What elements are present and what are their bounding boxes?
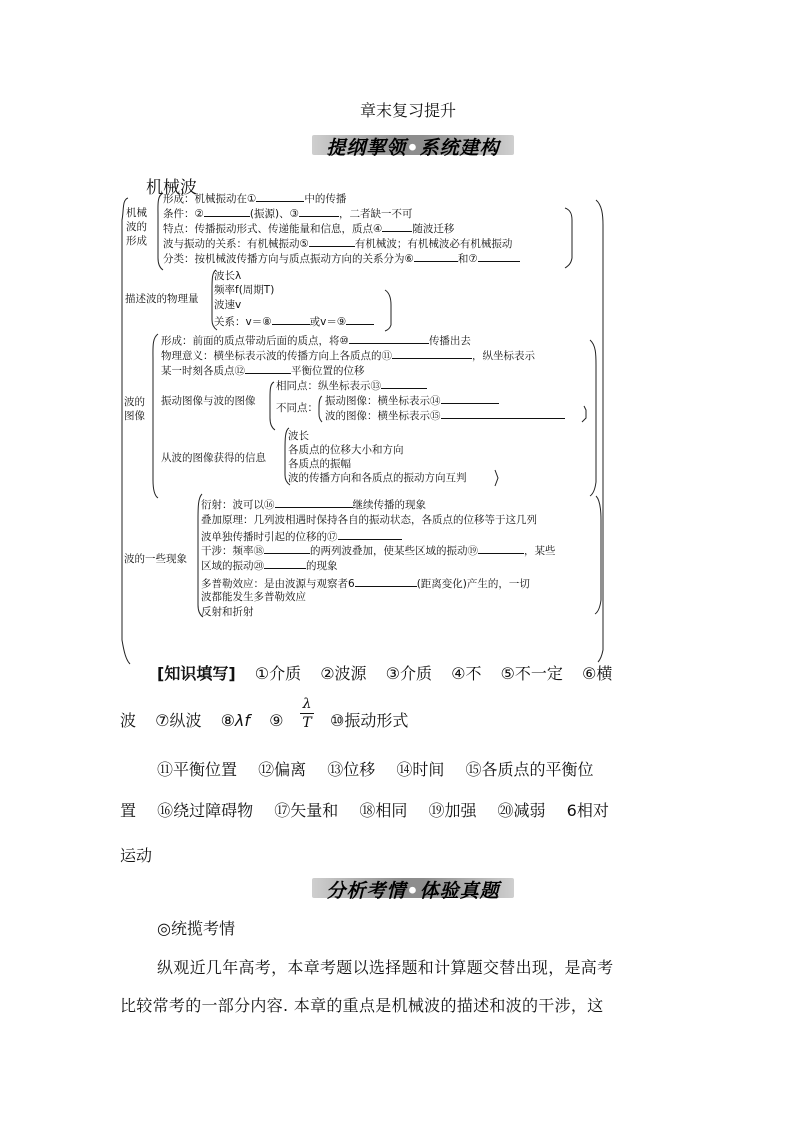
answer-item: ⑮各质点的平衡位 (465, 760, 594, 779)
phenomena-superposition-1: 叠加原理：几列波相遇时保持各自的振动状态，各质点的位移等于这几列 (201, 514, 537, 526)
phenomena-interference-1: 干涉：频率⑱ 的两列波叠加，使某些区域的振动⑲ ，某些 (201, 545, 556, 557)
formation-line-5: 分类：按机械波传播方向与质点振动方向的关系分为⑥ 和⑦ (163, 251, 520, 266)
answer-item: ⑨ (269, 711, 284, 730)
answers-row-4 (120, 798, 609, 821)
banner-dot: • (406, 880, 420, 902)
image-info-4: 波的传播方向和各质点的振动方向互判 (288, 472, 467, 484)
phenomena-doppler-1: 多普勒效应：是由波源与观察者6 (距离变化)产生的，一切 (201, 578, 530, 590)
image-meaning-2: 某一时刻各质点⑫ 平衡位置的位移 (161, 365, 365, 377)
formation-label-3: 形成 (126, 235, 147, 247)
page-title: 章末复习提升 (360, 101, 457, 120)
quantity-frequency: 频率f(周期T) (214, 284, 275, 296)
phenomena-superposition-2: 波单独传播时引起的位移的⑰ (201, 529, 402, 544)
phenomena-diffraction: 衍射：波可以⑯ 继续传播的现象 (201, 499, 426, 511)
image-same: 相同点：纵坐标表示⑬ (276, 378, 427, 393)
phenomena-doppler-2: 波都能发生多普勒效应 (201, 591, 306, 603)
answer-item: ⑰矢量和 (274, 801, 339, 820)
image-diff-label: 不同点： (276, 402, 318, 414)
quantity-relation: 关系：v＝⑧ 或v＝⑨ (214, 314, 374, 329)
image-compare-label: 振动图像与波的图像 (161, 395, 256, 407)
phenomena-label: 波的一些现象 (124, 553, 187, 565)
image-label-1: 波的 (124, 396, 145, 408)
answer-item: ⑩振动形式 (330, 711, 409, 730)
phenomena-interference-2: 区域的振动⑳ 的现象 (201, 560, 338, 572)
answer-item: ④不 (451, 664, 482, 683)
answers-row-2 (120, 708, 283, 731)
answer-item: ①介质 (254, 664, 302, 683)
quantities-label: 描述波的物理量 (125, 293, 199, 305)
formation-label-1: 机械 (126, 207, 147, 219)
answer-item: ⑫偏离 (258, 760, 307, 779)
answer-item: ⑦纵波 (155, 711, 202, 730)
answer-item: ⑱相同 (359, 801, 408, 820)
image-info-1: 波长 (288, 430, 309, 442)
answer-item: ⑯绕过障碍物 (157, 801, 254, 820)
answer-item: ⑭时间 (396, 760, 445, 779)
banner-left-text: 分析考情 (326, 880, 407, 902)
answers-row-1 (157, 661, 612, 684)
image-info-2: 各质点的位移大小和方向 (288, 444, 404, 456)
banner-right-text: 体验真题 (419, 880, 500, 902)
formation-label-2: 波的 (126, 221, 147, 233)
answers-row-5: 运动 (120, 846, 153, 865)
answer-item: ⑥横 (582, 664, 613, 683)
overview-para-2: 比较常考的一部分内容. 本章的重点是机械波的描述和波的干涉，这 (120, 996, 604, 1015)
answer-item: ⑬位移 (327, 760, 376, 779)
answer-item: 6相对 (566, 801, 609, 820)
answer-item: ⑲加强 (428, 801, 477, 820)
answer-item: 波 (120, 711, 137, 730)
answer-item: ⑤不一定 (500, 664, 563, 683)
answer-item: ③介质 (385, 664, 432, 683)
concept-map-root: 机械波 (146, 178, 197, 198)
image-diff-1: 振动图像：横坐标表示⑭ (325, 393, 499, 408)
banner-dot: • (406, 137, 420, 159)
answers-heading: [知识填写] (157, 664, 236, 683)
image-label-2: 图像 (124, 410, 145, 422)
answer-item: ⑪平衡位置 (157, 760, 238, 779)
phenomena-reflection: 反射和折射 (201, 606, 254, 618)
answer-item: ⑧λf (220, 711, 251, 730)
quantity-speed: 波速v (214, 299, 242, 311)
formation-line-4: 波与振动的关系：有机械振动⑤ 有机械波；有机械波必有机械振动 (163, 238, 513, 250)
image-info-3: 各质点的振幅 (288, 458, 351, 470)
formation-line-3: 特点：传播振动形式、传递能量和信息，质点④ 随波迁移 (163, 223, 455, 235)
image-info-label: 从波的图像获得的信息 (161, 452, 266, 464)
formation-line-1: 形成：机械振动在① 中的传播 (163, 193, 347, 205)
banner-left-text: 提纲挈领 (326, 137, 407, 159)
formation-line-2: 条件：② (振源)、③ ，二者缺一不可 (163, 208, 413, 220)
fraction-numerator: λ (302, 696, 312, 712)
answer-item: ②波源 (320, 664, 367, 683)
answer-item: 置 (120, 801, 137, 820)
banner-right-text: 系统建构 (419, 137, 500, 159)
quantity-wavelength: 波长λ (214, 270, 242, 282)
answer-fraction (300, 696, 314, 731)
image-meaning: 物理意义：横坐标表示波的传播方向上各质点的⑪ ，纵坐标表示 (161, 350, 535, 362)
answer-item: ⑳减弱 (497, 801, 546, 820)
image-formation: 形成：前面的质点带动后面的质点，将⑩ 传播出去 (161, 335, 471, 347)
overview-para-1: 纵观近几年高考，本章考题以选择题和计算题交替出现，是高考 (157, 958, 614, 977)
fraction-denominator: T (302, 715, 312, 731)
image-diff-2: 波的图像：横坐标表示⑮ (325, 408, 565, 423)
overview-heading: ◎统揽考情 (157, 919, 235, 938)
answers-row-3 (157, 757, 593, 780)
section-banner-exam (312, 876, 514, 902)
